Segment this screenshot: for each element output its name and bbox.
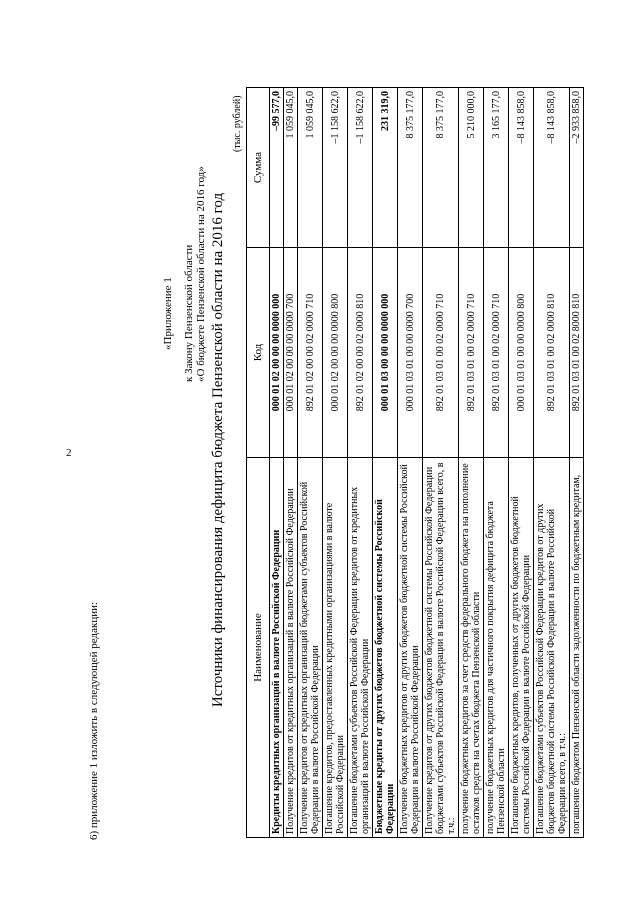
row-sum: 231 319,0 [373,88,398,248]
table-header-row [247,88,270,838]
financing-sources-table [246,87,584,838]
intro-text: 6) приложение 1 изложить в следующей редакции: [88,601,100,840]
row-code: 000 01 03 01 00 00 0000 800 [509,248,534,458]
table-row [270,88,284,838]
table-row [534,88,570,838]
appendix-line-1: к Закону Пензенской области [183,244,195,382]
table-row [323,88,348,838]
row-name: Погашение кредитов, предоставленных кредитными организациями в валюте Российской Федерации [323,458,348,838]
row-code: 892 01 02 00 00 02 0000 710 [298,248,323,458]
table-row [484,88,509,838]
units-label: (тыс. рублей) [232,95,243,152]
row-sum: –8 143 858,0 [509,88,534,248]
row-name: Получение бюджетных кредитов от других бюджетов бюджетной системы Российской Федерации в валюте Российской Федерации [398,458,423,838]
row-name: Получение кредитов от кредитных организаций бюджетами субъектов Российской Федерации в валюте Российской Федерации [298,458,323,838]
row-sum: 1 059 045,0 [284,88,298,248]
table-row [298,88,323,838]
row-code: 000 01 02 00 00 00 0000 800 [323,248,348,458]
row-sum: –1 158 622,0 [348,88,373,248]
row-name: Погашение бюджетных кредитов, полученных от других бюджетов бюджетной системы Российской Федерации в валюте Российской Федерации [509,458,534,838]
row-sum: –99 577,0 [270,88,284,248]
row-sum: –8 143 858,0 [534,88,570,248]
row-sum: 3 165 177,0 [484,88,509,248]
row-code: 000 01 02 00 00 00 0000 700 [284,248,298,458]
row-name: Кредиты кредитных организаций в валюте Российской Федерации [270,458,284,838]
column-header-name: Наименование [247,458,270,838]
row-name: Бюджетные кредиты от других бюджетов бюджетной системы Российской Федерации [373,458,398,838]
row-sum: 5 210 000,0 [459,88,484,248]
document-title: Источники финансирования дефицита бюджета Пензенской области на 2016 год [210,192,226,708]
appendix-line-2: «О бюджете Пензенской области на 2016 год» [195,166,207,382]
row-name: Получение кредитов от кредитных организаций в валюте Российской Федерации [284,458,298,838]
table-row [459,88,484,838]
column-header-sum: Сумма [247,88,270,248]
row-name: получение бюджетных кредитов за счет средств федерального бюджета на пополнение остатков средств на счетах бюджета Пензенской области [459,458,484,838]
row-sum: –2 933 858,0 [570,88,584,248]
appendix-label: «Приложение 1 [162,277,174,350]
row-sum: 8 375 177,0 [423,88,459,248]
table-row [284,88,298,838]
table-row [398,88,423,838]
row-name: Получение кредитов от других бюджетов бюджетной системы Российской Федерации бюджетами субъектов Российской Федерации в валюте Российской Федерации всего, в т.ч.: [423,458,459,838]
row-sum: –1 158 622,0 [323,88,348,248]
column-header-code: Код [247,248,270,458]
row-name-text: погашение бюджетом Пензенской области задолженности по бюджетным кредитам, [571,474,582,834]
page-number: 2 [66,447,72,459]
row-code: 000 01 03 01 00 00 0000 700 [398,248,423,458]
row-code: 892 01 03 01 00 02 0000 710 [484,248,509,458]
row-code: 892 01 02 00 00 02 0000 810 [348,248,373,458]
row-code: 000 01 02 00 00 00 0000 000 [270,248,284,458]
rotated-page-content [58,60,603,840]
row-sum: 8 375 177,0 [398,88,423,248]
table-row [509,88,534,838]
row-name: Погашение бюджетами субъектов Российской Федерации кредитов от кредитных организаций в валюте Российской Федерации [348,458,373,838]
row-code: 000 01 03 00 00 00 0000 000 [373,248,398,458]
table-row [423,88,459,838]
row-name [570,458,584,838]
row-code: 892 01 03 01 00 02 0000 710 [459,248,484,458]
row-name: получение бюджетных кредитов для частичного покрытия дефицита бюджета Пензенской области [484,458,509,838]
table-row [570,88,584,838]
row-code: 892 01 03 01 00 02 0000 810 [534,248,570,458]
row-sum: 1 059 045,0 [298,88,323,248]
row-code: 892 01 03 01 00 02 0000 710 [423,248,459,458]
row-code: 892 01 03 01 00 02 8000 810 [570,248,584,458]
table-row [373,88,398,838]
table-row [348,88,373,838]
row-name: Погашение бюджетами субъектов Российской Федерации кредитов от других бюджетов бюджетной системы Российской Федерации в валюте Российской Федерации всего, в т.ч.: [534,458,570,838]
